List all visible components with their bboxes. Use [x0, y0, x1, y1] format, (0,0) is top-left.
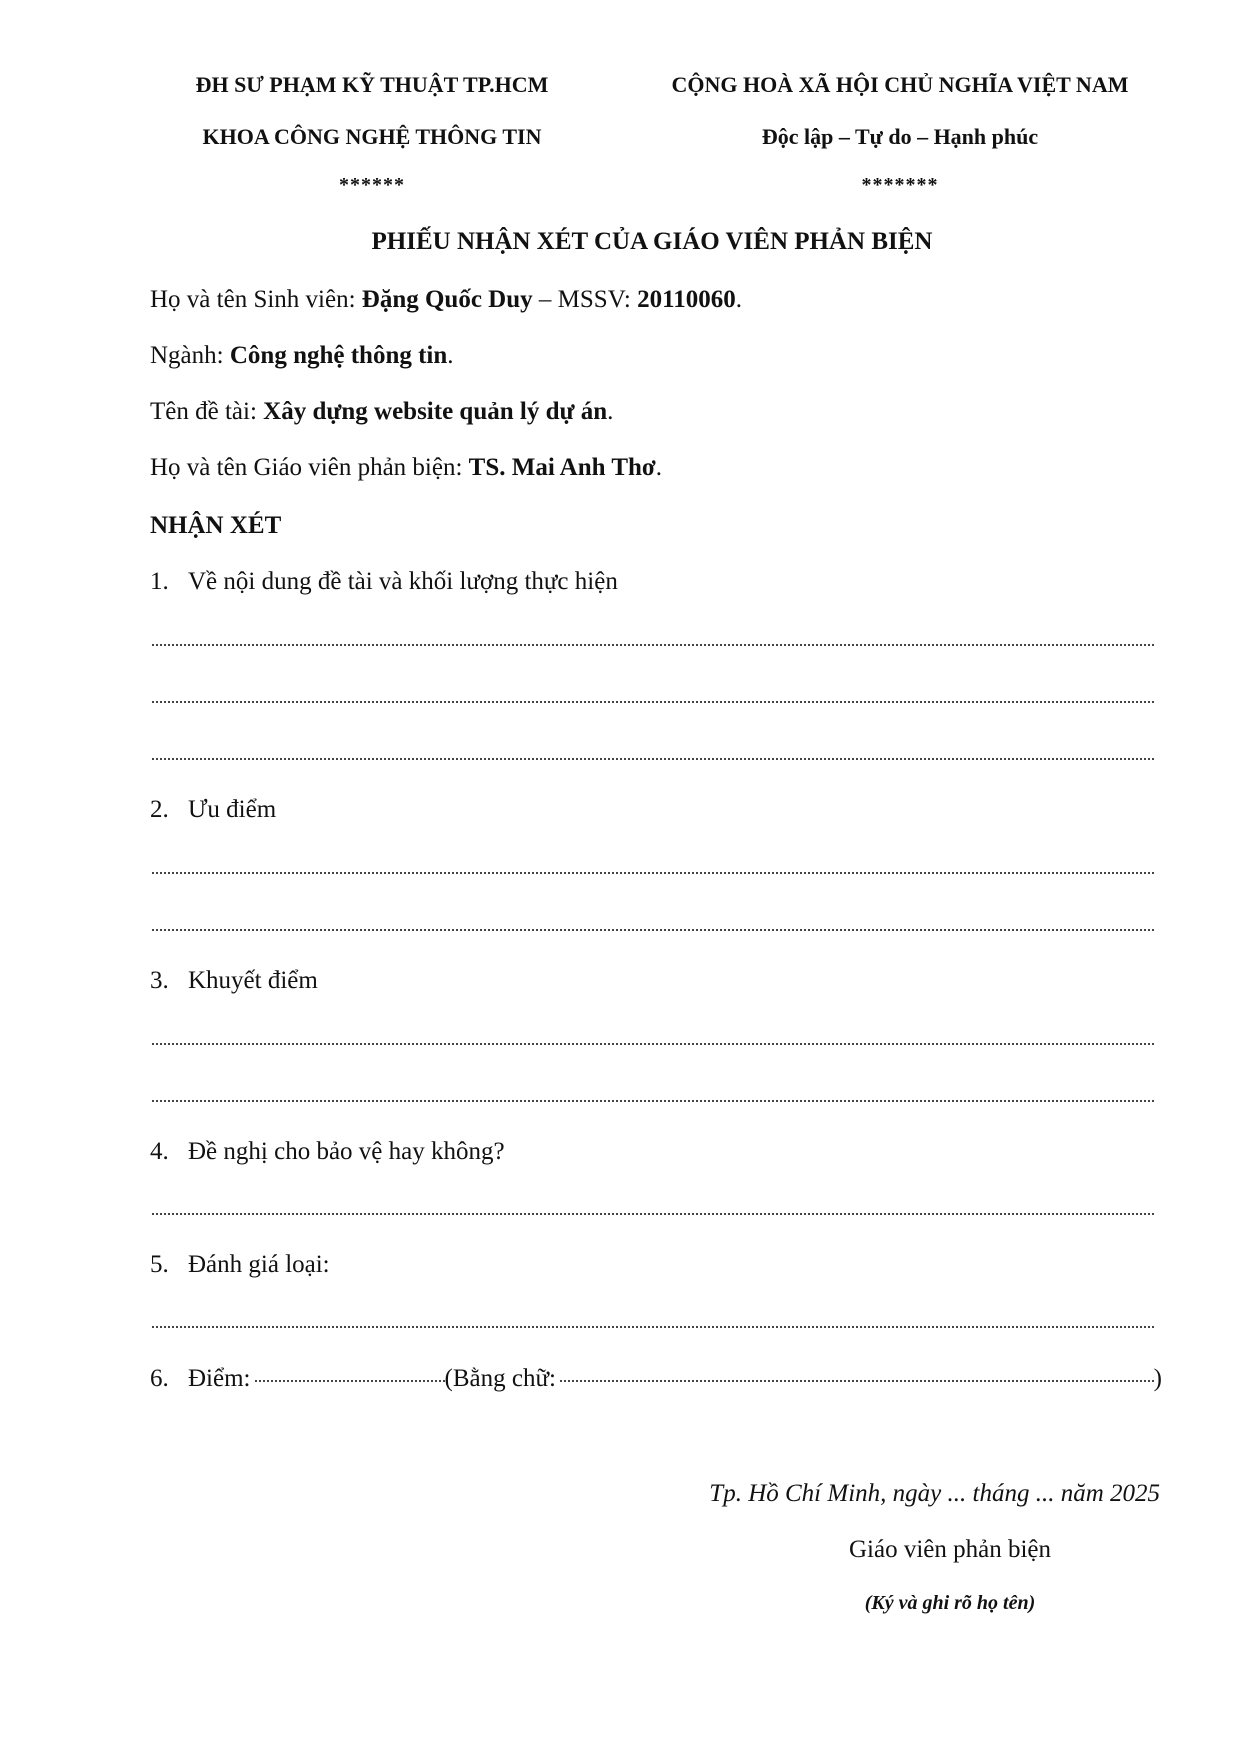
answer-line[interactable] [152, 1039, 1154, 1045]
question-text: Đánh giá loại: [188, 1251, 330, 1278]
score-words-blank[interactable] [560, 1379, 1154, 1382]
student-field [150, 286, 742, 314]
question-text: Về nội dung đề tài và khối lượng thực hiện [188, 568, 618, 595]
answer-line[interactable] [152, 925, 1154, 931]
answer-line[interactable] [152, 868, 1154, 874]
major-field [150, 342, 454, 370]
header-right-stars: ******* [861, 174, 939, 196]
question-3 [150, 967, 318, 995]
question-number: 4. [150, 1138, 169, 1165]
signature-role: Giáo viên phản biện [848, 1536, 1052, 1563]
section-title: NHẬN XÉT [150, 512, 282, 539]
student-mssv: 20110060 [637, 286, 736, 313]
answer-line[interactable] [152, 754, 1154, 760]
header-left-stars: ****** [339, 174, 405, 196]
answer-line[interactable] [152, 640, 1154, 646]
reviewer-field [150, 454, 662, 482]
reviewer-end: . [655, 454, 662, 481]
score-row [150, 1365, 1162, 1393]
signature-date: Tp. Hồ Chí Minh, ngày ... tháng ... năm 2025 [709, 1480, 1160, 1507]
motto: Độc lập – Tự do – Hạnh phúc [761, 124, 1039, 149]
answer-line[interactable] [152, 1322, 1154, 1328]
topic-end: . [607, 398, 614, 425]
university-name: ĐH SƯ PHẠM KỸ THUẬT TP.HCM [195, 72, 549, 97]
major-value: Công nghệ thông tin [229, 342, 448, 369]
major-label: Ngành: [150, 342, 230, 369]
student-name: Đặng Quốc Duy [361, 286, 533, 313]
question-number: 3. [150, 967, 169, 994]
question-text: Đề nghị cho bảo vệ hay không? [188, 1138, 505, 1165]
question-number: 5. [150, 1251, 169, 1278]
faculty-name: KHOA CÔNG NGHỆ THÔNG TIN [202, 124, 542, 149]
question-1 [150, 568, 618, 596]
question-number: 1. [150, 568, 169, 595]
reviewer-label: Họ và tên Giáo viên phản biện: [150, 454, 469, 481]
signature-note: (Ký và ghi rõ họ tên) [864, 1592, 1036, 1614]
student-label: Họ và tên Sinh viên: [150, 286, 362, 313]
answer-line[interactable] [152, 1209, 1154, 1215]
score-blank[interactable] [255, 1379, 445, 1382]
score-label: Điểm: [188, 1365, 251, 1392]
score-words-label: (Bằng chữ: [444, 1365, 556, 1392]
mssv-label: – MSSV: [532, 286, 638, 313]
question-number: 6. [150, 1365, 169, 1392]
question-2 [150, 796, 276, 824]
question-text: Ưu điểm [188, 796, 277, 823]
answer-line[interactable] [152, 1096, 1154, 1102]
answer-line[interactable] [152, 697, 1154, 703]
student-end: . [735, 286, 742, 313]
question-4 [150, 1138, 505, 1166]
score-end: ) [1153, 1365, 1162, 1392]
question-5 [150, 1251, 330, 1279]
country-name: CỘNG HOÀ XÃ HỘI CHỦ NGHĨA VIỆT NAM [671, 72, 1129, 97]
reviewer-name: TS. Mai Anh Thơ [468, 454, 656, 481]
question-text: Khuyết điểm [188, 967, 318, 994]
question-number: 2. [150, 796, 169, 823]
major-end: . [447, 342, 454, 369]
form-title: PHIẾU NHẬN XÉT CỦA GIÁO VIÊN PHẢN BIỆN [371, 228, 933, 255]
topic-label: Tên đề tài: [150, 398, 264, 425]
topic-value: Xây dựng website quản lý dự án [263, 398, 608, 425]
topic-field [150, 398, 613, 426]
